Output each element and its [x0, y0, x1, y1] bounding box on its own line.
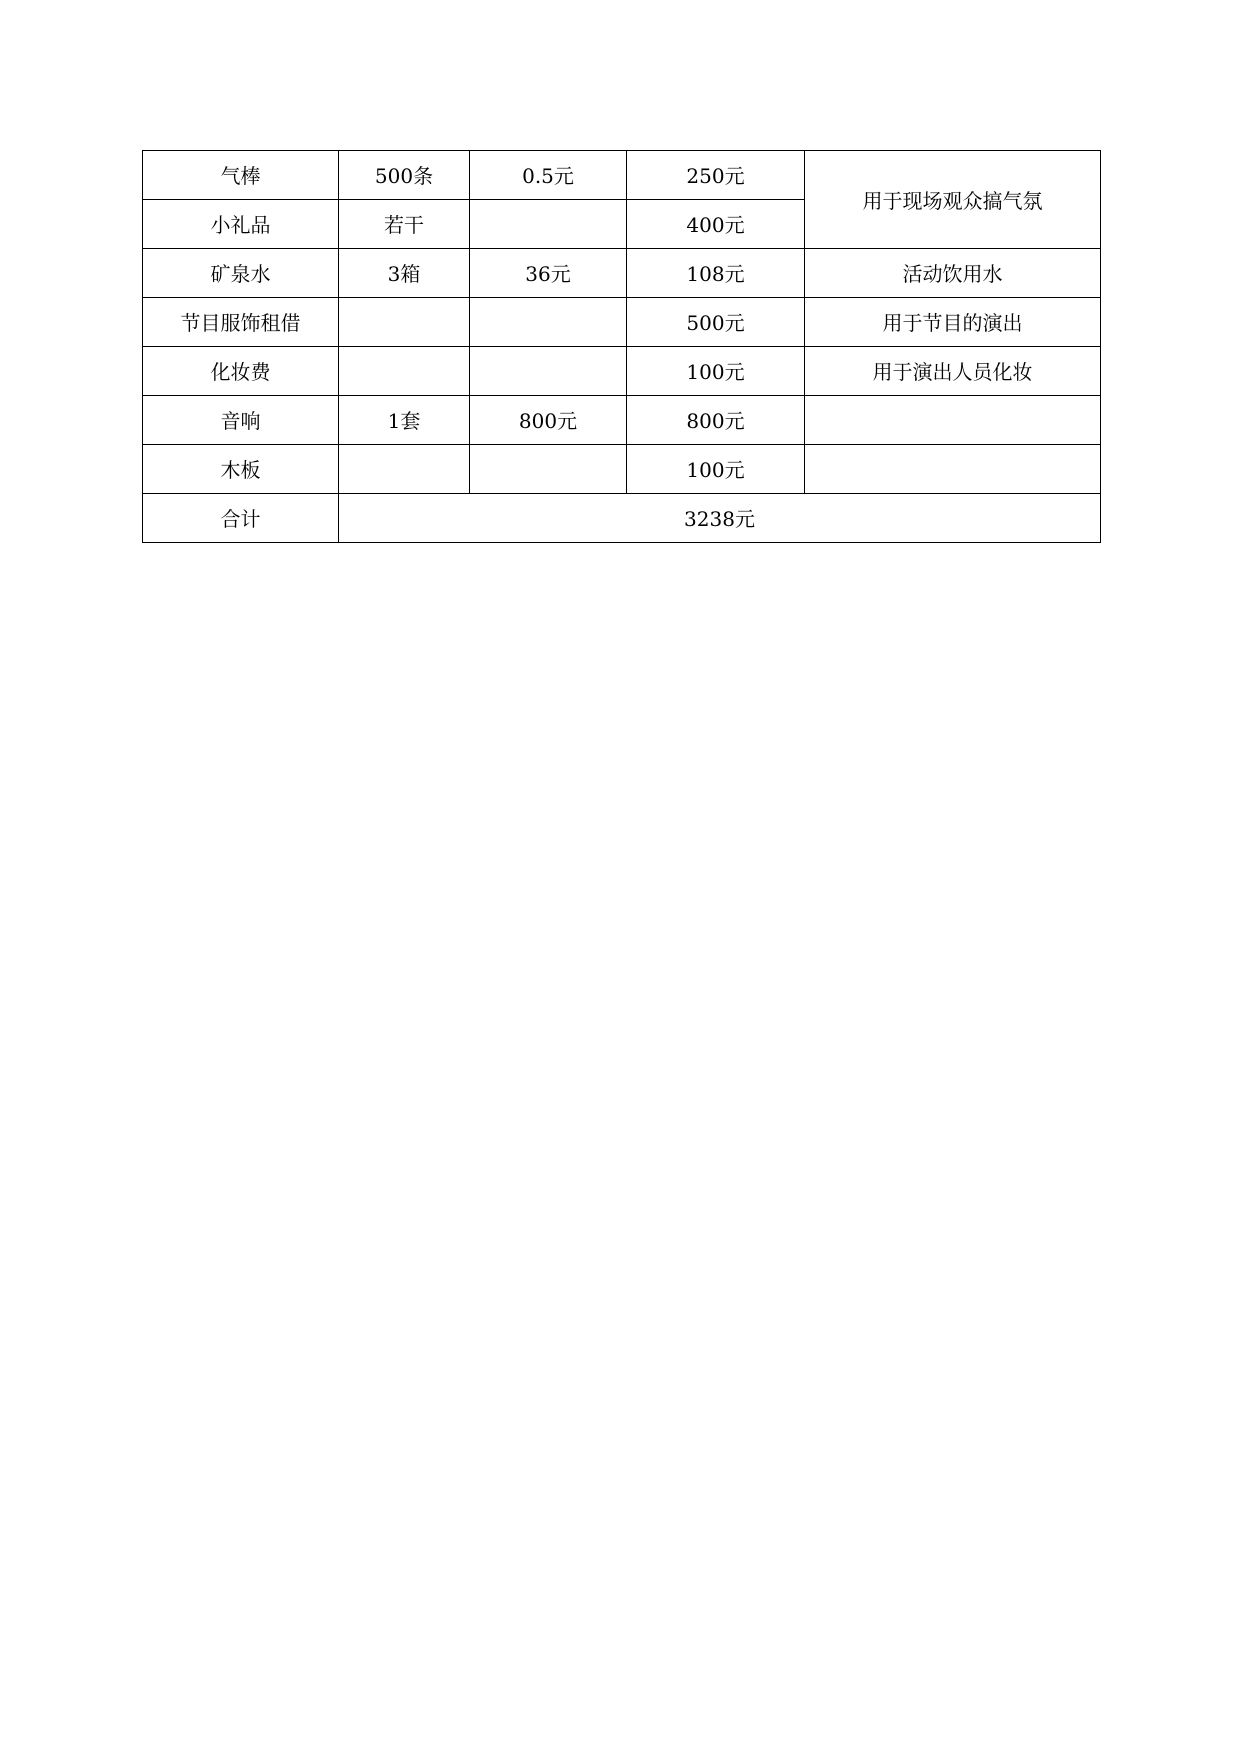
quantity-cell [339, 298, 470, 347]
amount-cell: 100元 [627, 347, 805, 396]
note-cell [805, 396, 1101, 445]
table-row [143, 396, 1101, 445]
item-cell: 节目服饰租借 [143, 298, 339, 347]
amount-cell: 400元 [627, 200, 805, 249]
table-row [143, 151, 1101, 200]
total-value-cell: 3238元 [339, 494, 1101, 543]
quantity-cell: 500条 [339, 151, 470, 200]
quantity-cell: 1套 [339, 396, 470, 445]
item-cell: 小礼品 [143, 200, 339, 249]
unit-price-cell [470, 298, 627, 347]
note-cell: 用于演出人员化妆 [805, 347, 1101, 396]
note-cell: 用于现场观众搞气氛 [805, 151, 1101, 249]
quantity-cell [339, 445, 470, 494]
table-row [143, 445, 1101, 494]
total-label-cell: 合计 [143, 494, 339, 543]
quantity-cell [339, 347, 470, 396]
item-cell: 矿泉水 [143, 249, 339, 298]
item-cell: 木板 [143, 445, 339, 494]
item-cell: 化妆费 [143, 347, 339, 396]
note-cell: 活动饮用水 [805, 249, 1101, 298]
table-row [143, 298, 1101, 347]
budget-table [142, 150, 1101, 543]
item-cell: 音响 [143, 396, 339, 445]
unit-price-cell: 0.5元 [470, 151, 627, 200]
unit-price-cell: 800元 [470, 396, 627, 445]
note-cell: 用于节目的演出 [805, 298, 1101, 347]
table-row [143, 347, 1101, 396]
unit-price-cell [470, 200, 627, 249]
unit-price-cell [470, 347, 627, 396]
amount-cell: 108元 [627, 249, 805, 298]
quantity-cell: 3箱 [339, 249, 470, 298]
amount-cell: 100元 [627, 445, 805, 494]
amount-cell: 250元 [627, 151, 805, 200]
note-cell [805, 445, 1101, 494]
total-row [143, 494, 1101, 543]
table-row [143, 249, 1101, 298]
unit-price-cell [470, 445, 627, 494]
amount-cell: 800元 [627, 396, 805, 445]
amount-cell: 500元 [627, 298, 805, 347]
quantity-cell: 若干 [339, 200, 470, 249]
item-cell: 气棒 [143, 151, 339, 200]
unit-price-cell: 36元 [470, 249, 627, 298]
